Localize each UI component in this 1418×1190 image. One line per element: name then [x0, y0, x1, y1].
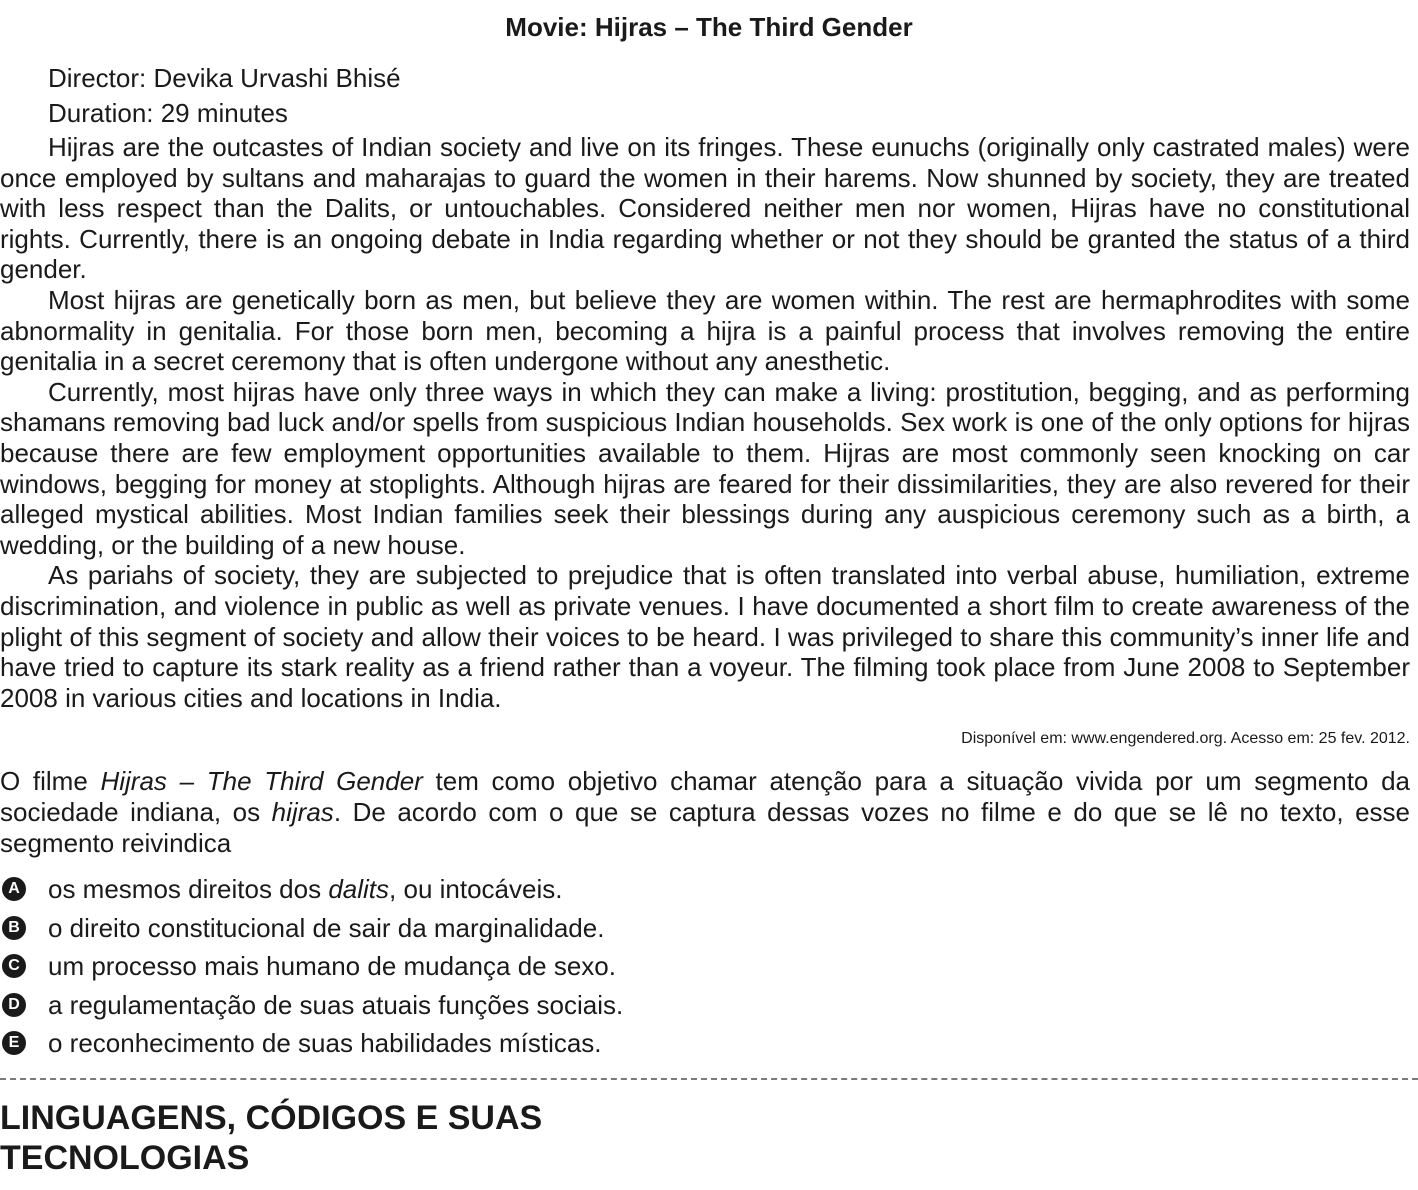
section-heading-line: LINGUAGENS, CÓDIGOS E SUAS [0, 1099, 543, 1137]
option-letter-badge: D [2, 993, 26, 1017]
dashed-divider [0, 1078, 1418, 1080]
director-line: Director: Devika Urvashi Bhisé [48, 63, 401, 93]
source-citation: Disponível em: www.engendered.org. Acesso em: 25 fev. 2012. [961, 730, 1410, 747]
article-paragraph: Currently, most hijras have only three ways in which they can make a living: prostitution, begging, and as performing shamans removing bad luck and/or spells from suspicious Indian households. Sex work is one of the only options for hijras because there are few employment opportunities available to them. Hijras are most commonly seen knocking on car windows, begging for money at stoplights. Although hijras are feared for their dissimilarities, they are also revered for their alleged mystical abilities. Most Indian families seek their blessings during any auspicious ceremony such as a birth, a wedding, or the building of a new house. [0, 376, 1410, 560]
article-paragraph: Most hijras are genetically born as men, but believe they are women within. The rest are hermaphrodites with some abnormality in genitalia. For those born men, becoming a hijra is a painful process that involves removing the entire genitalia in a secret ceremony that is often undergone without any anesthetic. [0, 284, 1410, 377]
article-paragraph: As pariahs of society, they are subjected to prejudice that is often translated into verbal abuse, humiliation, extreme discrimination, and violence in public as well as private venues. I have documented a short film to create awareness of the plight of this segment of society and allow their voices to be heard. I was privileged to share this community’s inner life and have tried to capture its stark reality as a friend rather than a voyeur. The filming took place from June 2008 to September 2008 in various cities and locations in India. [0, 560, 1410, 713]
option-letter-badge: B [2, 916, 26, 940]
article-body [0, 132, 1410, 713]
option-text: a regulamentação de suas atuais funções sociais. [48, 989, 624, 1020]
answer-option-e[interactable] [0, 1027, 1410, 1066]
answer-option-d[interactable] [0, 989, 1410, 1028]
option-text-italic: dalits [328, 874, 390, 904]
option-letter-badge: A [2, 877, 26, 901]
option-text [48, 873, 562, 905]
question-stem [0, 766, 1410, 859]
option-text: um processo mais humano de mudança de sexo. [48, 951, 616, 982]
option-letter-badge: C [2, 954, 26, 978]
answer-option-a[interactable] [0, 873, 1410, 912]
question-film-title: Hijras – The Third Gender [100, 766, 423, 796]
section-heading-line: TECNOLOGIAS [0, 1139, 250, 1177]
question-text: O filme [0, 766, 101, 796]
question-term: hijras [271, 797, 334, 827]
option-text-part: os mesmos direitos dos [48, 874, 329, 904]
option-text: o reconhecimento de suas habilidades místicas. [48, 1028, 602, 1059]
movie-title: Movie: Hijras – The Third Gender [505, 12, 913, 42]
section-heading [0, 1098, 700, 1178]
option-text: o direito constitucional de sair da marginalidade. [48, 912, 605, 943]
question-text: tem como objetivo chamar atenção para a situação vivida por um segmento da sociedade indiana, os [0, 766, 1410, 827]
duration-line: Duration: 29 minutes [48, 98, 288, 128]
option-letter-badge: E [2, 1031, 26, 1055]
option-text-part: , ou intocáveis. [389, 874, 563, 904]
article-paragraph: Hijras are the outcastes of Indian society and live on its fringes. These eunuchs (originally only castrated males) were once employed by sultans and maharajas to guard the women in their harems. Now shunned by society, they are treated with less respect than the Dalits, or untouchables. Considered neither men nor women, Hijras have no constitutional rights. Currently, there is an ongoing debate in India regarding whether or not they should be granted the status of a third gender. [0, 132, 1410, 285]
answer-option-b[interactable] [0, 912, 1410, 951]
question-text: . De acordo com o que se captura dessas vozes no filme e do que se lê no texto, esse segmento reivindica [0, 797, 1410, 858]
answer-option-c[interactable] [0, 950, 1410, 989]
answer-options [0, 873, 1410, 1066]
